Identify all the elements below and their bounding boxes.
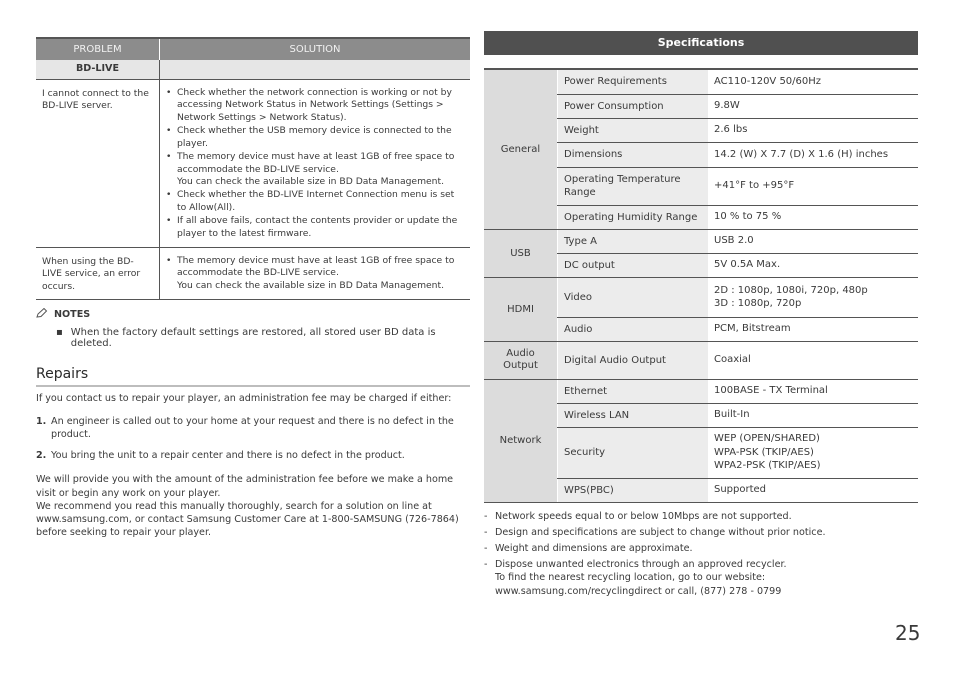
notes-section [36, 308, 470, 349]
category-label: BD-LIVE [36, 60, 160, 80]
table-row [36, 80, 470, 248]
table-row [36, 248, 470, 300]
solution-list [164, 255, 464, 292]
table-row: Weight 2.6 lbs [484, 118, 918, 142]
solution-header: SOLUTION [160, 38, 471, 60]
notes-title: NOTES [54, 309, 91, 321]
spec-group-network: Network [484, 379, 558, 502]
list-item: • The memory device must have at least 1GB of free space to accommodate the BD-LIVE service. You can check the available size in BD Data Management. [166, 255, 455, 291]
note-item: ▪ When the factory default settings are restored, all stored user BD data is deleted. [56, 327, 436, 350]
list-item: • Check whether the network connection is working or not by accessing Network Status in Network Settings (Settings > Network Settings > Network Status). [166, 87, 452, 123]
square-bullet-icon: ▪ [56, 327, 63, 339]
table-row: Operating Humidity Range 10 % to 75 % [484, 205, 918, 229]
repairs-list [36, 415, 470, 463]
problem-header: PROBLEM [36, 38, 160, 60]
table-row: Power Consumption 9.8W [484, 94, 918, 118]
table-row: HDMI Video 2D : 1080p, 1080i, 720p, 480p 3D : 1080p, 720p [484, 277, 918, 317]
list-item: - Weight and dimensions are approximate. [484, 542, 693, 554]
spec-group-hdmi: HDMI [484, 277, 558, 341]
list-item: • Check whether the USB memory device is connected to the player. [166, 125, 452, 149]
table-row: General Power Requirements AC110-120V 50/60Hz [484, 69, 918, 94]
table-row: DC output 5V 0.5A Max. [484, 253, 918, 277]
problem-cell: I cannot connect to the BD-LIVE server. [36, 80, 160, 248]
troubleshooting-table [36, 37, 470, 300]
table-row: USB Type A USB 2.0 [484, 229, 918, 253]
table-row: Audio PCM, Bitstream [484, 317, 918, 341]
right-column [484, 31, 918, 601]
list-item: - Network speeds equal to or below 10Mbps are not supported. [484, 510, 792, 522]
problem-cell: When using the BD-LIVE service, an error occurs. [36, 248, 160, 300]
spec-group-usb: USB [484, 229, 558, 277]
table-row: Audio Output Digital Audio Output Coaxial [484, 341, 918, 379]
table-row: Security WEP (OPEN/SHARED) WPA-PSK (TKIP/AES) WPA2-PSK (TKIP/AES) [484, 427, 918, 478]
specifications-title: Specifications [484, 31, 918, 55]
list-item: 1. An engineer is called out to your home at your request and there is no defect in the product. [36, 415, 454, 440]
spec-group-audio-output: Audio Output [484, 341, 558, 379]
repairs-paragraph: We will provide you with the amount of the administration fee before we make a home visit or begin any work on your player. We recommend you read this manually thoroughly, search for a solution on line at www.samsung.com, or contact Samsung Customer Care at 1-800-SAMSUNG (726-7864) before seeking to repair your player. [36, 474, 459, 539]
list-item: - Design and specifications are subject to change without prior notice. [484, 526, 826, 538]
repairs-heading: Repairs [36, 366, 470, 387]
repairs-intro: If you contact us to repair your player, an administration fee may be charged if either: [36, 393, 452, 405]
list-item: • If all above fails, contact the contents provider or update the player to the latest firmware. [166, 215, 458, 239]
specifications-table [484, 68, 918, 503]
spec-group-general: General [484, 69, 558, 229]
pencil-icon [36, 308, 48, 321]
list-item: - Dispose unwanted electronics through an approved recycler. To find the nearest recycling location, go to our website: www.samsung.com/recyclingdirect or call, (877) 278 - 0799 [484, 559, 787, 597]
table-row: Operating Temperature Range +41°F to +95°F [484, 167, 918, 205]
list-item: 2. You bring the unit to a repair center and there is no defect in the product. [36, 450, 405, 462]
spec-footnotes [484, 510, 918, 598]
list-item: • Check whether the BD-LIVE Internet Connection menu is set to Allow(All). [166, 189, 455, 213]
solution-list [164, 87, 464, 240]
list-item: • The memory device must have at least 1GB of free space to accommodate the BD-LIVE service. You can check the available size in BD Data Management. [166, 151, 455, 187]
table-row: Wireless LAN Built-In [484, 403, 918, 427]
table-row: WPS(PBC) Supported [484, 478, 918, 502]
page-number: 25 [895, 621, 921, 645]
table-row: Network Ethernet 100BASE - TX Terminal [484, 379, 918, 403]
table-row: Dimensions 14.2 (W) X 7.7 (D) X 1.6 (H) inches [484, 142, 918, 167]
left-column [36, 37, 470, 539]
